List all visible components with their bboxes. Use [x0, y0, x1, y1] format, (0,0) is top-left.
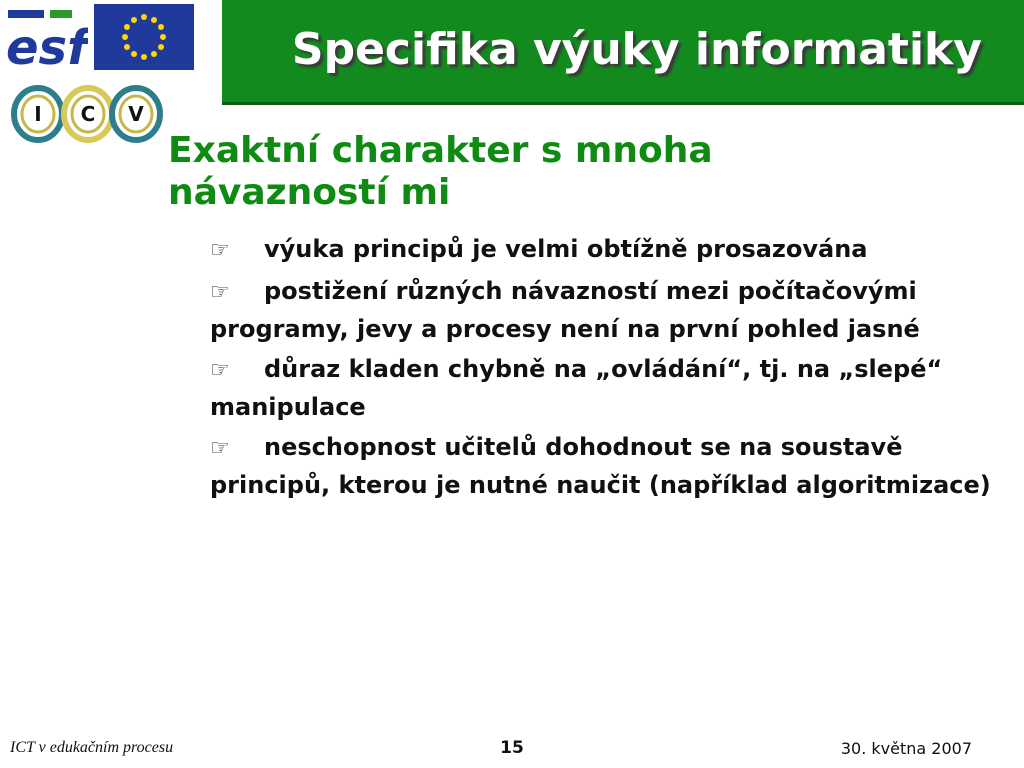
icv-letter-i: I: [34, 102, 42, 126]
bullet-item: [210, 429, 1000, 503]
esf-logo: [4, 4, 88, 70]
bullet-list: [210, 231, 1000, 507]
icv-letter-c: C: [80, 102, 96, 126]
slide-title: Specifika výuky informatiky: [291, 24, 982, 75]
bullet-item: [210, 231, 1000, 269]
bullet-item: [210, 351, 1000, 425]
eu-flag-icon: [94, 4, 194, 70]
pointing-hand-icon: ☞: [210, 436, 230, 461]
esf-logo-text: esf: [6, 20, 88, 70]
title-bar: [222, 0, 1024, 102]
slide-heading: Exaktní charakter s mnoha návazností mi: [168, 130, 713, 213]
bullet-text: výuka principů je velmi obtížně prosazována: [264, 235, 868, 263]
footer-course-name: ICT v edukačním procesu: [10, 739, 174, 756]
bullet-text: důraz kladen chybně na „ovládání“, tj. na „slepé“ manipulace: [210, 355, 943, 421]
footer-page-number: 15: [500, 738, 524, 758]
bullet-text: postižení různých návazností mezi počítačovými programy, jevy a procesy není na první pohled jasné: [210, 277, 920, 343]
bullet-text: neschopnost učitelů dohodnout se na soustavě principů, kterou je nutné naučit (například algoritmizace): [210, 433, 991, 499]
footer-date: 30. května 2007: [840, 739, 972, 758]
icv-logo: [8, 78, 168, 148]
pointing-hand-icon: ☞: [210, 280, 230, 305]
icv-letter-v: V: [128, 102, 144, 126]
pointing-hand-icon: ☞: [210, 358, 230, 383]
pointing-hand-icon: ☞: [210, 238, 230, 263]
logo-area: [0, 0, 222, 150]
bullet-item: [210, 273, 1000, 347]
